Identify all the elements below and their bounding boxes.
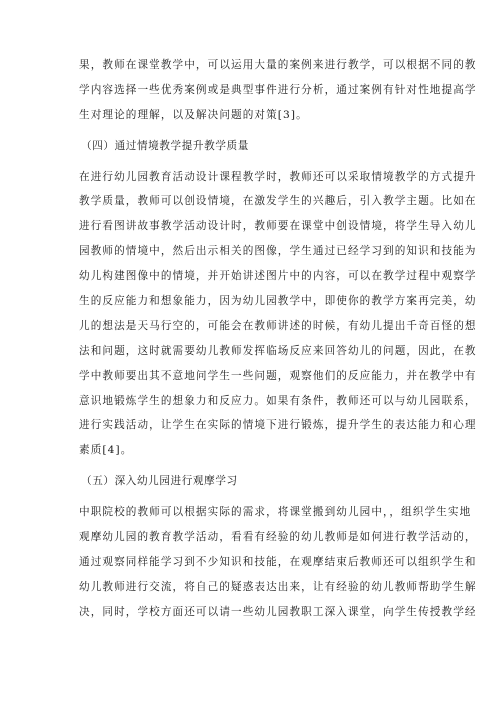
text-line: 果，教师在课堂教学中，可以运用大量的案例来进行教学，可以根据不同的教 (79, 59, 477, 71)
text-line: 教学质量，教师可以创设情境，在激发学生的兴趣后，引入教学主题。比如在 (79, 195, 477, 208)
text-line: 学内容选择一些优秀案例或是典型事件进行分析，通过案例有针对性地提高学 (79, 83, 477, 96)
text-line: 生的反应能力和想象能力，因为幼儿园教学中，即使你的教学方案再完美，幼 (79, 295, 477, 308)
text-line: 在进行幼儿园教育活动设计课程教学时，教师还可以采取情境教学的方式提升 (79, 170, 477, 183)
section-heading-4: （四）通过情境教学提升教学质量 (81, 139, 249, 152)
text-line: 进行看图讲故事教学活动设计时，教师要在课堂中创设情境，将学生导入幼儿 (79, 220, 477, 233)
text-line: 园教师的情境中，然后出示相关的图像，学生通过已经学习到的知识和技能为 (79, 245, 477, 258)
text-line: 素质[4]。 (79, 444, 133, 457)
continuation-paragraph (79, 53, 477, 128)
text-line: 学中教师要出其不意地问学生一些问题，观察他们的反应能力，并在教学中有 (79, 369, 477, 382)
text-line: 幼儿教师进行交流，将自己的疑惑表达出来，让有经验的幼儿教师帮助学生解 (79, 580, 477, 593)
document-page (79, 53, 477, 625)
text-line: 决，同时，学校方面还可以请一些幼儿园教职工深入课堂，向学生传授教学经 (79, 605, 477, 618)
text-line: 法和问题，这时就需要幼儿教师发挥临场反应来回答幼儿的问题，因此，在教 (79, 344, 477, 357)
text-line: 进行实践活动，让学生在实际的情境下进行锻炼，提升学生的表达能力和心理 (79, 419, 477, 432)
text-line: 幼儿构建图像中的情境，并开始讲述图片中的内容，可以在教学过程中观察学 (79, 270, 477, 283)
section-4-paragraph (79, 165, 477, 464)
text-line: 生对理论的理解，以及解决问题的对策[3]。 (79, 108, 308, 121)
section-heading-5: （五）深入幼儿园进行观摩学习 (81, 475, 238, 488)
text-line: 意识地锻炼学生的想象力和反应力。如果有条件，教师还可以与幼儿园联系， (79, 394, 477, 407)
text-line: 通过观察同样能学习到不少知识和技能，在观摩结束后教师还可以组织学生和 (79, 555, 477, 568)
text-line: 观摩幼儿园的教育教学活动，看看有经验的幼儿教师是如何进行教学活动的， (79, 531, 477, 544)
text-line: 儿的想法是天马行空的，可能会在教师讲述的时候，有幼儿提出千奇百怪的想 (79, 319, 477, 332)
section-5-paragraph (79, 500, 477, 624)
text-line: 中职院校的教师可以根据实际的需求，将课堂搬到幼儿园中，，组织学生实地 (79, 506, 472, 519)
